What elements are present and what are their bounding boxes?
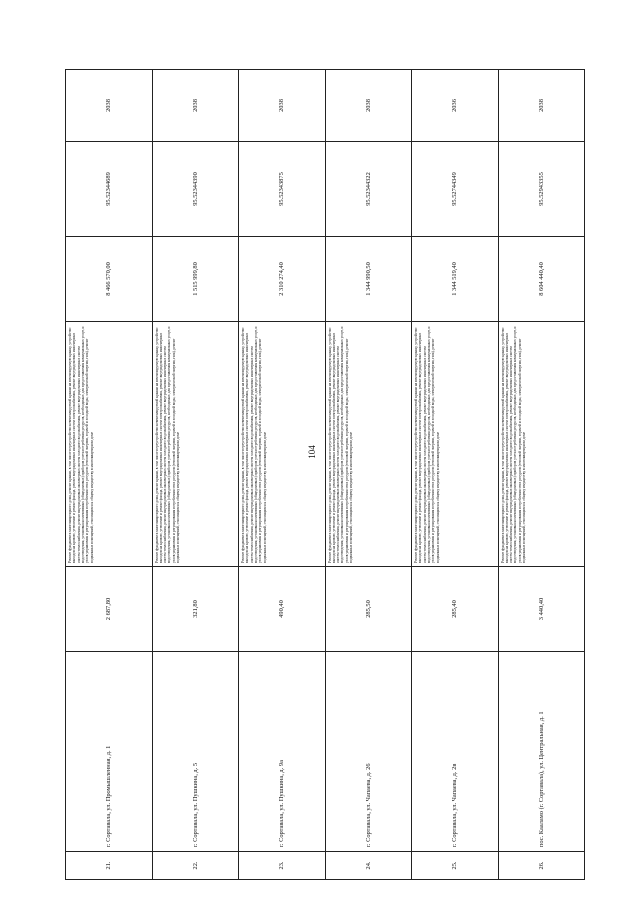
row-year: 2038 [325,70,412,142]
row-area: 2 687,80 [66,567,153,652]
row-year: 2038 [498,70,585,142]
row-reg-code: 95.52943355 [498,142,585,237]
rotated-table-container [65,70,585,880]
row-area: 490,40 [239,567,326,652]
row-address: г. Сортавала, ул. Пушкина, д. 5 [152,652,239,852]
row-number: 24. [325,852,412,880]
row-address: г. Сортавала, ул. Промышленная, д. 1 [66,652,153,852]
row-works: Ремонт фундамента многоквартирного дома, ремонт крыши, в том числе переустройство невентилируемой крыши на вентилируемую крышу, устройство выходов на кровлю, утепление и ремонт фасада, ремонт внутридомовых инженерных систем электроснабжения, ремонт внутридомовых инженерных систем теплоснабжения, ремонт внутридомовых инженерных систем холодного водоснабжения, ремонт внутридомовых инженерных систем водоотведения, установка коллективных (общедомовых) приборов учета потребления ресурсов, необходимых для предоставления коммунальных услуг, и узлов управления и регулирования потребления этих ресурсов (тепловой энергии, горячей и холодной воды, электрической энергии, газа), ремонт подвальных помещений, относящихся к общему имуществу в многоквартирном доме [152,322,239,567]
row-works: Ремонт фундамента многоквартирного дома, ремонт крыши, в том числе переустройство невентилируемой крыши на вентилируемую крышу, устройство выходов на кровлю, утепление и ремонт фасада, ремонт внутридомовых инженерных систем электроснабжения, ремонт внутридомовых инженерных систем теплоснабжения, ремонт внутридомовых инженерных систем холодного водоснабжения, ремонт внутридомовых инженерных систем водоотведения, установка коллективных (общедомовых) приборов учета потребления ресурсов, необходимых для предоставления коммунальных услуг, и узлов управления и регулирования потребления этих ресурсов (тепловой энергии, горячей и холодной воды, электрической энергии, газа), ремонт подвальных помещений, относящихся к общему имуществу в многоквартирном доме [412,322,499,567]
row-number: 25. [412,852,499,880]
row-cost: 8 466 570,00 [66,237,153,322]
row-reg-code: 95.52344689 [66,142,153,237]
row-number: 22. [152,852,239,880]
row-year: 2038 [239,70,326,142]
row-year: 2038 [66,70,153,142]
page-number: 104 [307,445,317,459]
row-works: Ремонт фундамента многоквартирного дома, ремонт крыши, в том числе переустройство невентилируемой крыши на вентилируемую крышу, устройство выходов на кровлю, утепление и ремонт фасада, ремонт внутридомовых инженерных систем электроснабжения, ремонт внутридомовых инженерных систем теплоснабжения, ремонт внутридомовых инженерных систем холодного водоснабжения, ремонт внутридомовых инженерных систем водоотведения, установка коллективных (общедомовых) приборов учета потребления ресурсов, необходимых для предоставления коммунальных услуг, и узлов управления и регулирования потребления этих ресурсов (тепловой энергии, горячей и холодной воды, электрической энергии, газа), ремонт подвальных помещений, относящихся к общему имуществу в многоквартирном доме [66,322,153,567]
table-row [325,70,412,880]
row-area: 3 440,40 [498,567,585,652]
row-area: 321,80 [152,567,239,652]
row-cost: 1 344 990,50 [325,237,412,322]
table-row [498,70,585,880]
row-works: Ремонт фундамента многоквартирного дома, ремонт крыши, в том числе переустройство невентилируемой крыши на вентилируемую крышу, устройство выходов на кровлю, утепление и ремонт фасада, ремонт внутридомовых инженерных систем электроснабжения, ремонт внутридомовых инженерных систем теплоснабжения, ремонт внутридомовых инженерных систем холодного водоснабжения, ремонт внутридомовых инженерных систем водоотведения, установка коллективных (общедомовых) приборов учета потребления ресурсов, необходимых для предоставления коммунальных услуг, и узлов управления и регулирования потребления этих ресурсов (тепловой энергии, горячей и холодной воды, электрической энергии, газа), ремонт подвальных помещений, относящихся к общему имуществу в многоквартирном доме [498,322,585,567]
table-row [66,70,153,880]
row-address: пос. Кааламо (г. Сортавала), ул. Центральная, д. 1 [498,652,585,852]
row-works: Ремонт фундамента многоквартирного дома, ремонт крыши, в том числе переустройство невентилируемой крыши на вентилируемую крышу, устройство выходов на кровлю, утепление и ремонт фасада, ремонт внутридомовых инженерных систем электроснабжения, ремонт внутридомовых инженерных систем теплоснабжения, ремонт внутридомовых инженерных систем холодного водоснабжения, ремонт внутридомовых инженерных систем водоотведения, установка коллективных (общедомовых) приборов учета потребления ресурсов, необходимых для предоставления коммунальных услуг, и узлов управления и регулирования потребления этих ресурсов (тепловой энергии, горячей и холодной воды, электрической энергии, газа), ремонт подвальных помещений, относящихся к общему имуществу в многоквартирном доме [239,322,326,567]
row-address: г. Сортавала, ул. Чапаева, д. 2в [412,652,499,852]
row-reg-code: 95.52344390 [152,142,239,237]
table-row [412,70,499,880]
row-address: г. Сортавала, ул. Пушкина, д. 9а [239,652,326,852]
row-number: 26. [498,852,585,880]
row-number: 21. [66,852,153,880]
repair-program-table [65,69,585,880]
row-area: 285,50 [325,567,412,652]
row-year: 2036 [412,70,499,142]
row-cost: 8 604 440,40 [498,237,585,322]
row-address: г. Сортавала, ул. Чапаева, д. 26 [325,652,412,852]
row-year: 2038 [152,70,239,142]
table-row [152,70,239,880]
row-cost: 1 515 999,80 [152,237,239,322]
row-works: Ремонт фундамента многоквартирного дома, ремонт крыши, в том числе переустройство невентилируемой крыши на вентилируемую крышу, устройство выходов на кровлю, утепление и ремонт фасада, ремонт внутридомовых инженерных систем электроснабжения, ремонт внутридомовых инженерных систем теплоснабжения, ремонт внутридомовых инженерных систем холодного водоснабжения, ремонт внутридомовых инженерных систем водоотведения, установка коллективных (общедомовых) приборов учета потребления ресурсов, необходимых для предоставления коммунальных услуг, и узлов управления и регулирования потребления этих ресурсов (тепловой энергии, горячей и холодной воды, электрической энергии, газа), ремонт подвальных помещений, относящихся к общему имуществу в многоквартирном доме [325,322,412,567]
row-reg-code: 95.52344322 [325,142,412,237]
row-reg-code: 95.52744349 [412,142,499,237]
row-cost: 1 344 519,40 [412,237,499,322]
table-row [239,70,326,880]
row-area: 285,40 [412,567,499,652]
row-cost: 2 310 274,40 [239,237,326,322]
row-reg-code: 95.52343875 [239,142,326,237]
row-number: 23. [239,852,326,880]
